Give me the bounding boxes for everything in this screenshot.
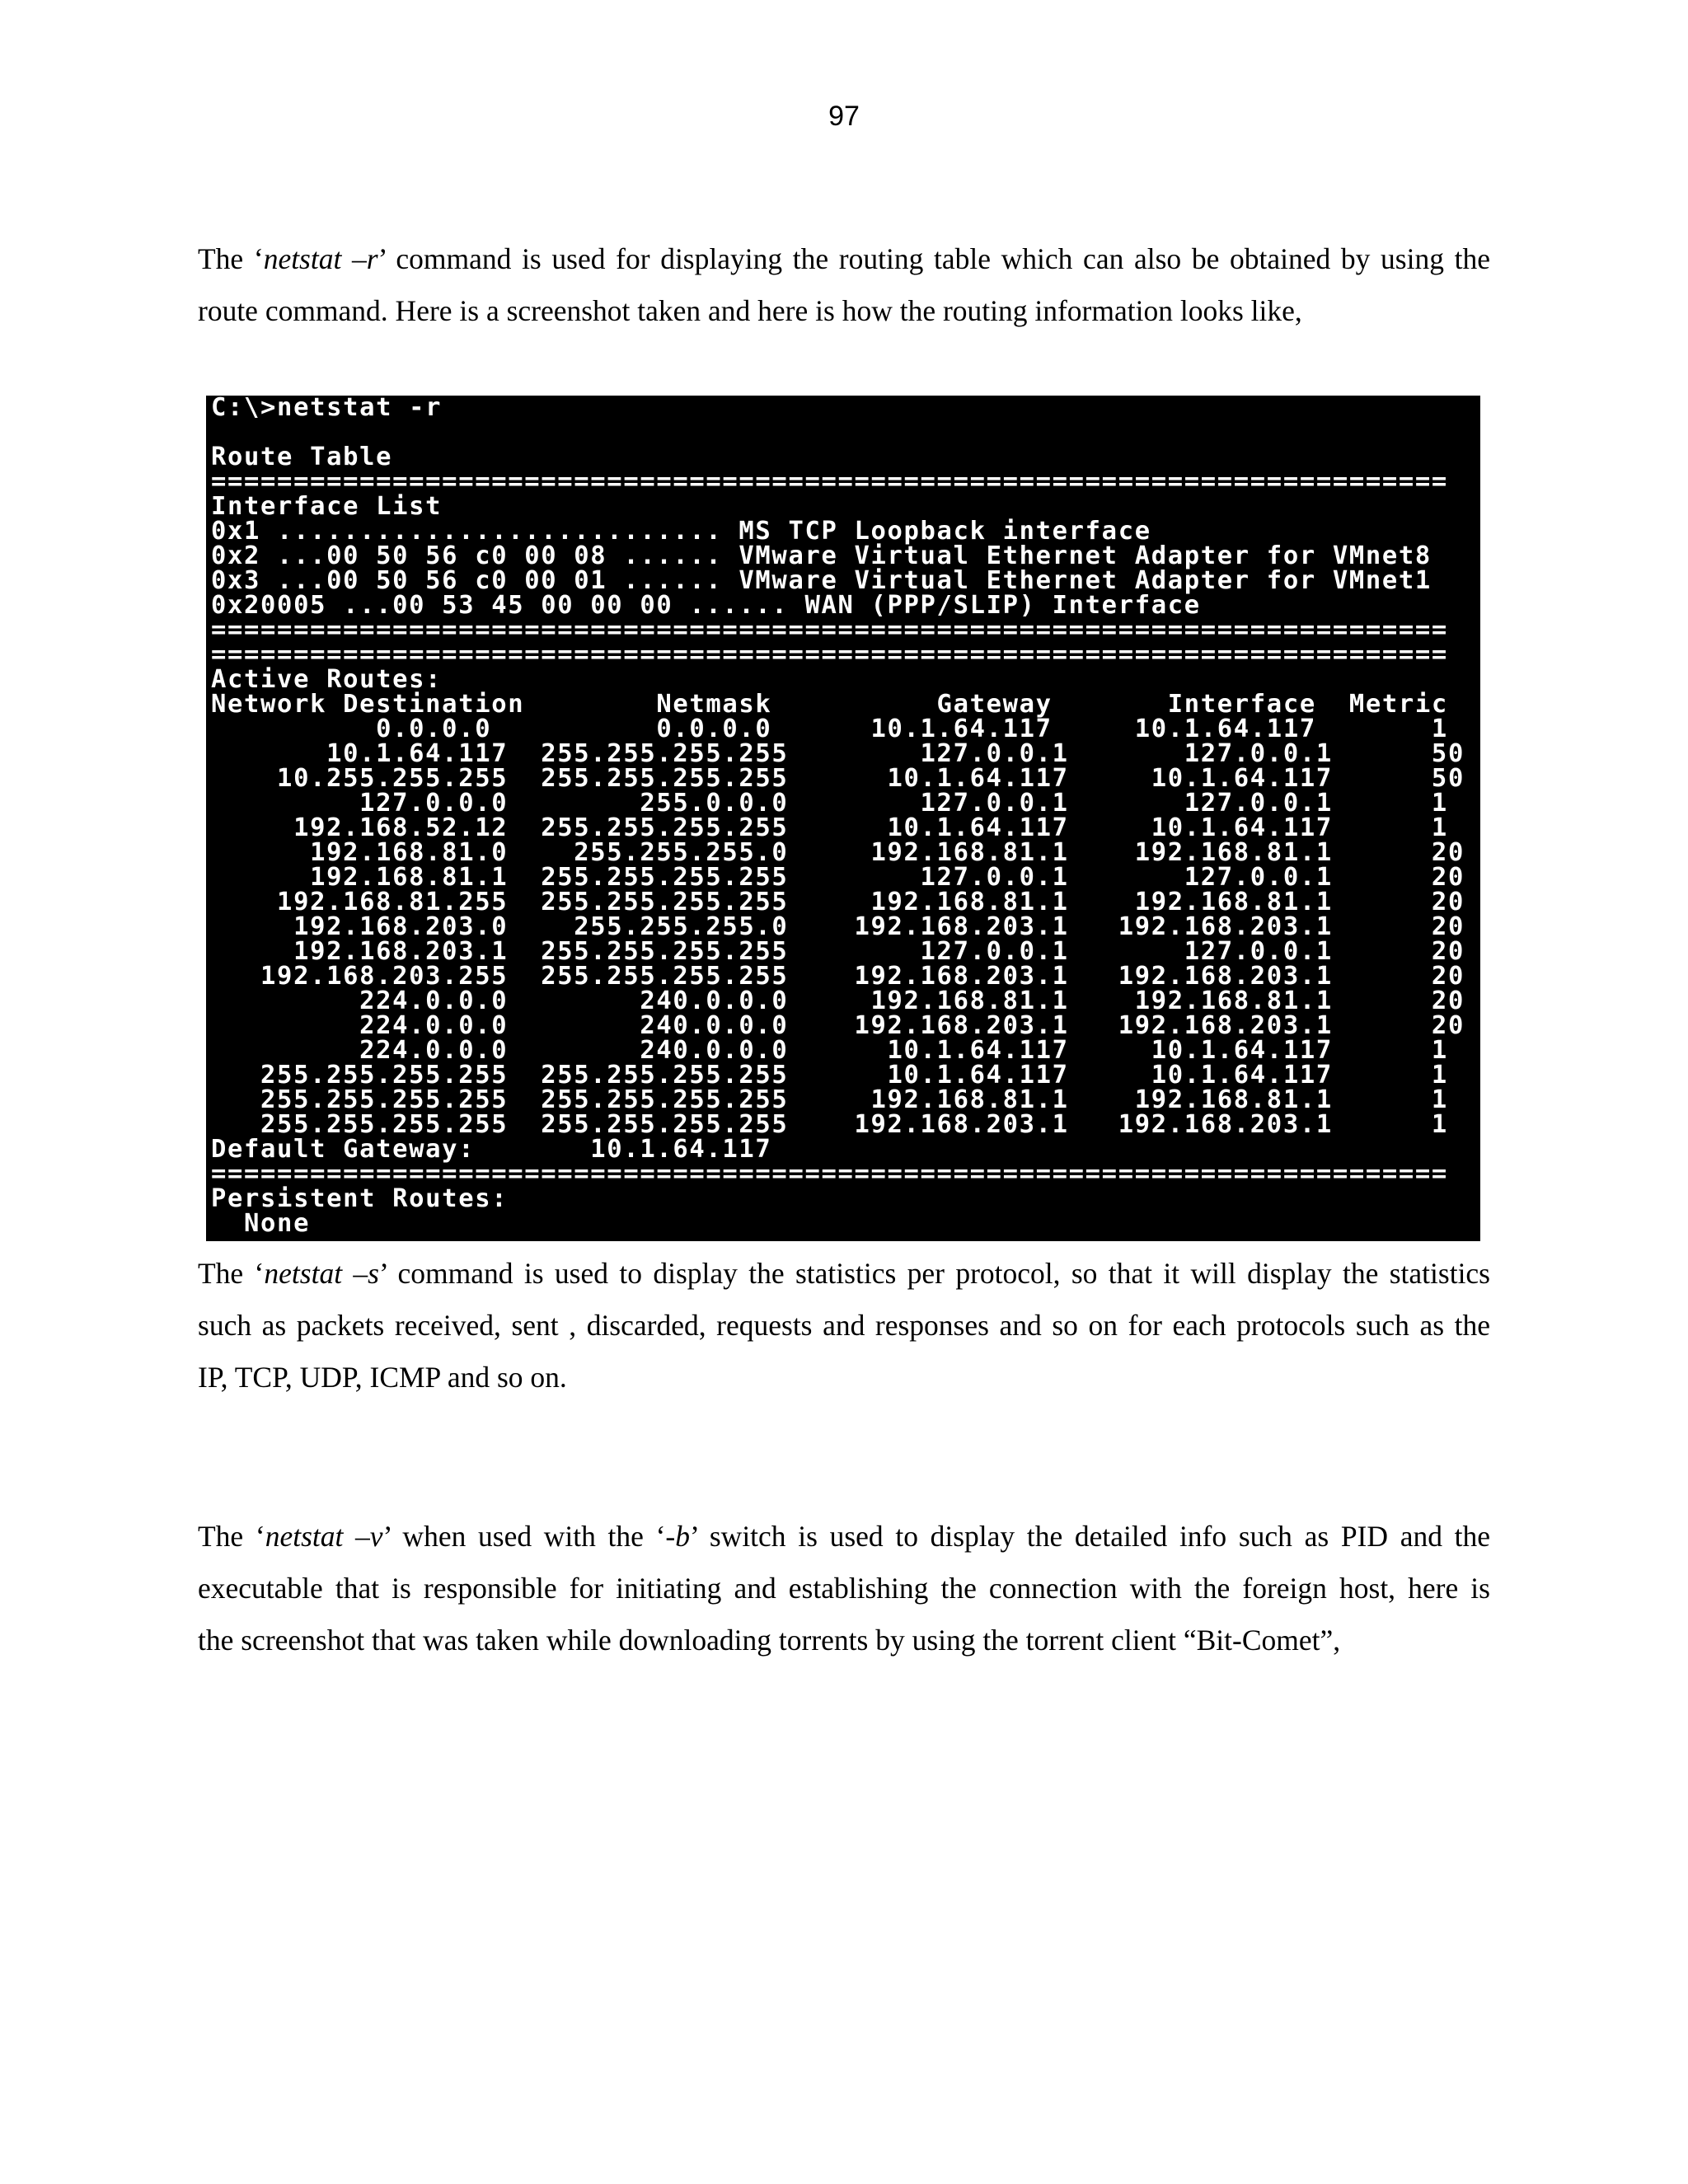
terminal-line: 192.168.81.1 255.255.255.255 127.0.0.1 127.0.0.1 20 [211,863,1465,892]
terminal-line: 192.168.203.0 255.255.255.0 192.168.203.1 192.168.203.1 20 [211,912,1465,941]
terminal-line: 0x3 ...00 50 56 c0 00 01 ...... VMware Virtual Ethernet Adapter for VMnet1 [211,566,1432,595]
terminal-line: Default Gateway: 10.1.64.117 [211,1135,772,1164]
terminal-line: 192.168.203.255 255.255.255.255 192.168.203.1 192.168.203.1 20 [211,962,1465,991]
terminal-line: Interface List [211,492,443,521]
terminal-line: Persistent Routes: [211,1184,509,1213]
terminal-line: 192.168.81.0 255.255.255.0 192.168.81.1 192.168.81.1 20 [211,838,1465,867]
terminal-line: 224.0.0.0 240.0.0.0 192.168.81.1 192.168.81.1 20 [211,987,1465,1015]
terminal-line: 127.0.0.0 255.0.0.0 127.0.0.1 127.0.0.1 1 [211,789,1448,818]
terminal-line: Network Destination Netmask Gateway Interface Metric [211,690,1448,719]
terminal-line: 0x2 ...00 50 56 c0 00 08 ...... VMware Virtual Ethernet Adapter for VMnet8 [211,541,1432,570]
terminal-line: =========================================================================== [211,616,1448,644]
terminal-line: 0.0.0.0 0.0.0.0 10.1.64.117 10.1.64.117 1 [211,715,1448,743]
paragraph-netstat-r [198,233,1490,337]
text-fragment: ’ command is used to display the statistics per protocol, so that it will display the statistics [378,1257,1490,1290]
terminal-line: 192.168.81.255 255.255.255.255 192.168.81.1 192.168.81.1 20 [211,888,1465,916]
terminal-line: 192.168.52.12 255.255.255.255 10.1.64.117 10.1.64.117 1 [211,813,1448,842]
paragraph-netstat-v [198,1511,1490,1666]
terminal-line: =========================================================================== [211,467,1448,496]
terminal-line: Route Table [211,443,393,471]
terminal-line: 224.0.0.0 240.0.0.0 192.168.203.1 192.168.203.1 20 [211,1011,1465,1040]
terminal-line: 0x1 ........................... MS TCP Loopback interface [211,517,1151,546]
terminal-line [211,420,1465,445]
terminal-line: 10.1.64.117 255.255.255.255 127.0.0.1 127.0.0.1 50 [211,739,1465,768]
text-fragment: The ‘ [198,242,264,275]
page-number: 97 [828,101,860,132]
paragraph-netstat-s [198,1248,1490,1404]
text-fragment: ’ when used with the ‘ [382,1520,666,1553]
paragraph-line [198,233,1490,285]
terminal-line: =========================================================================== [211,1160,1448,1188]
terminal-line: 10.255.255.255 255.255.255.255 10.1.64.117 10.1.64.117 50 [211,764,1465,793]
terminal-screenshot [206,396,1480,1241]
text-fragment: ’ command is used for displaying the routing table which can also be obtained by using the [377,242,1491,275]
terminal-line: 255.255.255.255 255.255.255.255 192.168.203.1 192.168.203.1 1 [211,1110,1448,1139]
command-name: netstat –s [264,1257,379,1290]
paragraph-line: the screenshot that was taken while downloading torrents by using the torrent client “Bit-Comet”, [198,1624,1341,1657]
paragraph-line: IP, TCP, UDP, ICMP and so on. [198,1361,567,1394]
paragraph-line [198,1248,1490,1300]
command-name: netstat –r [263,242,378,275]
terminal-line: None [211,1209,311,1238]
terminal-line: =========================================================================== [211,640,1448,669]
terminal-line: Active Routes: [211,665,443,694]
switch-name: -b [665,1520,690,1553]
terminal-line: 255.255.255.255 255.255.255.255 10.1.64.117 10.1.64.117 1 [211,1061,1448,1090]
terminal-output [211,396,1465,1236]
text-fragment: The ‘ [198,1257,265,1290]
terminal-line: 255.255.255.255 255.255.255.255 192.168.81.1 192.168.81.1 1 [211,1085,1448,1114]
paragraph-line [198,1511,1490,1563]
paragraph-line: such as packets received, sent , discarded, requests and responses and so on for each protocols such as the [198,1309,1490,1342]
terminal-line: 192.168.203.1 255.255.255.255 127.0.0.1 127.0.0.1 20 [211,937,1465,966]
paragraph-line: executable that is responsible for initiating and establishing the connection with the foreign host, here is [198,1572,1490,1605]
paragraph-line: route command. Here is a screenshot taken and here is how the routing information looks like, [198,294,1302,327]
text-fragment: ’ switch is used to display the detailed info such as PID and the [690,1520,1491,1553]
terminal-line: C:\>netstat -r [211,396,443,422]
terminal-line: 224.0.0.0 240.0.0.0 10.1.64.117 10.1.64.117 1 [211,1036,1448,1065]
command-name: netstat –v [265,1520,383,1553]
terminal-line: 0x20005 ...00 53 45 00 00 00 ...... WAN (PPP/SLIP) Interface [211,591,1201,620]
text-fragment: The ‘ [198,1520,265,1553]
